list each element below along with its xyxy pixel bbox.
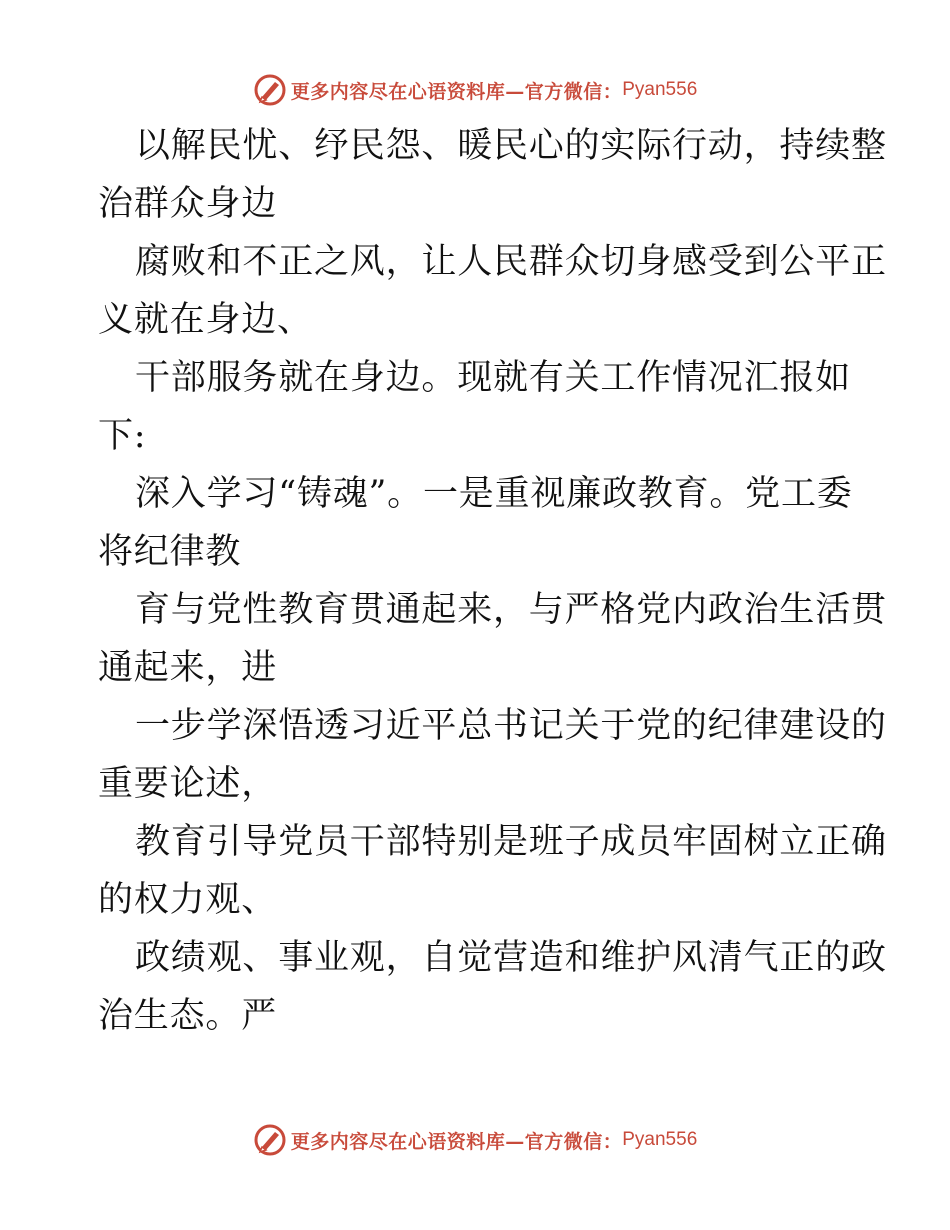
paragraph-line: 干部服务就在身边。现就有关工作情况汇报如: [135, 358, 852, 398]
paragraph: [98, 349, 858, 465]
paragraph: [98, 813, 887, 929]
paragraph: [98, 581, 887, 697]
paragraph-line: 教育引导党员干部特别是班子成员牢固树立正确: [135, 822, 887, 862]
header-banner: [0, 70, 950, 110]
paragraph-line: 下:: [98, 416, 147, 456]
banner-wechat-id: Pyan556: [622, 79, 698, 100]
pen-circle-logo-icon: [253, 73, 287, 107]
footer-banner: [0, 1120, 950, 1160]
document-body: [98, 117, 887, 1045]
paragraph: [98, 117, 887, 233]
banner-wechat-id: Pyan556: [622, 1129, 698, 1150]
paragraph-line: 将纪律教: [98, 532, 242, 572]
paragraph-line: 政绩观、事业观，自觉营造和维护风清气正的政: [135, 938, 887, 978]
paragraph-line: 腐败和不正之风，让人民群众切身感受到公平正: [135, 242, 887, 282]
paragraph-line: 育与党性教育贯通起来，与严格党内政治生活贯: [135, 590, 887, 630]
paragraph-line: 以解民忧、纾民怨、暖民心的实际行动，持续整: [135, 126, 887, 166]
paragraph-line: 治群众身边: [98, 184, 278, 224]
pen-circle-logo-icon: [253, 1123, 287, 1157]
banner-text: 更多内容尽在心语资料库—官方微信：: [290, 1130, 623, 1153]
paragraph: [98, 465, 858, 581]
paragraph: [98, 697, 887, 813]
paragraph-line: 的权力观、: [98, 880, 278, 920]
paragraph-line: 义就在身边、: [98, 300, 313, 340]
paragraph: [98, 233, 887, 349]
paragraph-line: 一步学深悟透习近平总书记关于党的纪律建设的: [135, 706, 887, 746]
paragraph-line: 治生态。严: [98, 996, 278, 1036]
paragraph-line: 重要论述，: [98, 764, 278, 804]
paragraph-line: 深入学习“铸魂”。一是重视廉政教育。党工委: [135, 474, 853, 514]
paragraph-line: 通起来，进: [98, 648, 278, 688]
banner-text: 更多内容尽在心语资料库—官方微信：: [290, 80, 623, 103]
paragraph: [98, 929, 887, 1045]
